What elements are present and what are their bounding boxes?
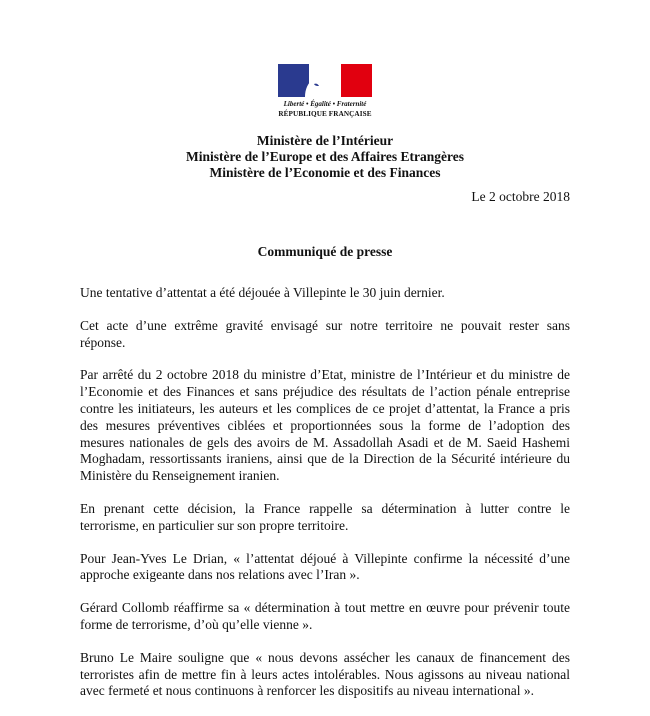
paragraph-line: Pour Jean-Yves Le Drian, « l’attentat déjoué à Villepinte confirme la nécessité d’une: [80, 550, 570, 566]
paragraph-line: Gérard Collomb réaffirme sa « détermination à tout mettre en œuvre pour prévenir toute: [80, 600, 570, 616]
paragraph: [80, 551, 570, 585]
paragraph-line: l’Economie et des Finances et sans préjudice des résultats de l’action pénale entreprise: [80, 384, 570, 400]
logo-motto: Liberté • Égalité • Fraternité: [283, 100, 367, 108]
ministry-foreign-affairs: Ministère de l’Europe et des Affaires Etrangères: [186, 149, 464, 164]
document-body: [80, 285, 570, 716]
ministries-header: [0, 133, 650, 181]
paragraph: [80, 600, 570, 634]
paragraph-line: mesures nationales de gels des avoirs de M. Assadollah Asadi et de M. Saeid Hashemi: [80, 434, 570, 450]
document-date: Le 2 octobre 2018: [471, 189, 570, 204]
paragraph-line: contre les initiateurs, les auteurs et les complices de ce projet d’attentat, la France a pris: [80, 400, 570, 416]
paragraph-line: Par arrêté du 2 octobre 2018 du ministre d’Etat, ministre de l’Intérieur et du ministre de: [80, 367, 570, 383]
paragraph-line: avec fermeté et nous continuons à renforcer les dispositifs au niveau international ».: [80, 683, 534, 699]
paragraph-line: Une tentative d’attentat a été déjouée à Villepinte le 30 juin dernier.: [80, 285, 445, 300]
ministry-interior: Ministère de l’Intérieur: [256, 133, 394, 148]
paragraph-line: Cet acte d’une extrême gravité envisagé sur notre territoire ne pouvait rester sans: [80, 317, 570, 333]
ministry-economy: Ministère de l’Economie et des Finances: [209, 165, 441, 180]
logo-republic-name: RÉPUBLIQUE FRANÇAISE: [278, 110, 372, 118]
republique-francaise-logo: [278, 64, 372, 122]
paragraph-line: Moghadam, ressortissants iraniens, ainsi que de la Direction de la Sécurité intérieure du: [80, 451, 570, 467]
paragraph-line: terrorisme, en particulier sur son propre territoire.: [80, 517, 349, 533]
paragraph-line: des mesures préventives ciblées et proportionnées sous la forme de l’adoption des: [80, 417, 570, 433]
marianne-flag-icon: [278, 64, 372, 97]
paragraph: [80, 318, 570, 352]
paragraph-line: En prenant cette décision, la France rappelle sa détermination à lutter contre le: [80, 500, 570, 516]
paragraph-line: Ministère du Renseignement iranien.: [80, 468, 280, 484]
paragraph-line: réponse.: [80, 334, 126, 350]
paragraph: [80, 285, 570, 302]
paragraph-line: terroristes afin de mettre fin à leurs actes intolérables. Nous agissons au niveau national: [80, 666, 570, 682]
document-title: Communiqué de presse: [257, 244, 393, 259]
paragraph: [80, 650, 570, 700]
paragraph: [80, 501, 570, 535]
paragraph: [80, 367, 570, 485]
paragraph-line: forme de terrorisme, d’où qu’elle vienne ».: [80, 616, 313, 632]
paragraph-line: Bruno Le Maire souligne que « nous devons assécher les canaux de financement des: [80, 649, 570, 665]
paragraph-line: approche exigeante dans nos relations avec l’Iran ».: [80, 567, 360, 583]
